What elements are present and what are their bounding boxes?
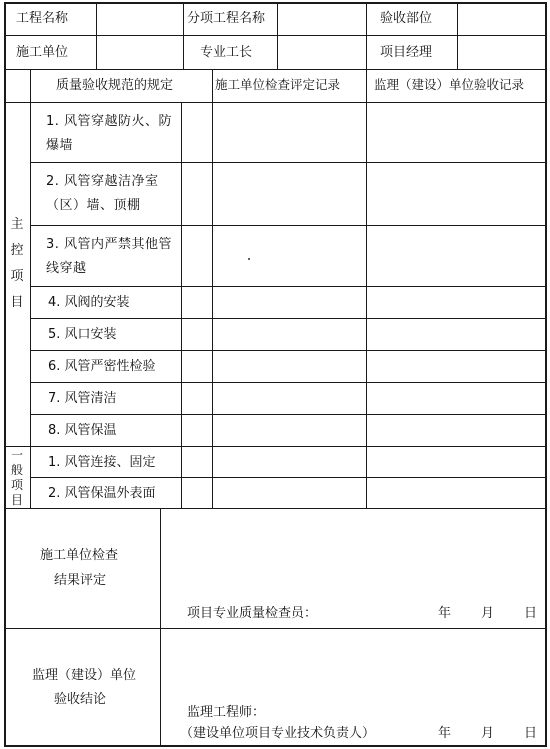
rule xyxy=(160,508,161,747)
main-control-label: 主 控 项 目 xyxy=(10,217,24,310)
rule xyxy=(30,382,547,383)
general-item-1: 1. 风管连接、固定 xyxy=(48,455,156,470)
rule xyxy=(457,2,458,69)
rule xyxy=(366,69,367,508)
project-name-label: 工程名称 xyxy=(16,11,69,26)
contractor-year: 年 xyxy=(438,606,452,621)
construction-unit-label: 施工单位 xyxy=(16,45,69,60)
column-contractor-record: 施工单位检查评定记录 xyxy=(215,77,341,92)
acceptance-part-label: 验收部位 xyxy=(380,11,433,26)
supervisor-month: 月 xyxy=(481,726,495,741)
rule xyxy=(30,318,547,319)
rule xyxy=(30,162,547,163)
rule xyxy=(366,2,367,69)
contractor-conclusion-title-1: 施工单位检查 xyxy=(40,548,119,563)
general-label: 一 般 项 目 xyxy=(10,448,23,507)
supervisor-day: 日 xyxy=(524,726,538,741)
supervisor-conclusion-title-1: 监理（建设）单位 xyxy=(32,668,137,683)
rule xyxy=(30,225,547,226)
rule xyxy=(30,477,547,478)
rule xyxy=(30,286,547,287)
general-item-2: 2. 风管保温外表面 xyxy=(48,486,156,501)
column-supervisor-record: 监理（建设）单位验收记录 xyxy=(374,77,525,92)
column-spec: 质量验收规范的规定 xyxy=(56,78,174,93)
contractor-day: 日 xyxy=(524,606,538,621)
main-item-1: 1. 风管穿越防火、防爆墙 xyxy=(46,114,173,153)
main-item-2: 2. 风管穿越洁净室（区）墙、顶棚 xyxy=(46,174,159,213)
main-item-5: 5. 风口安装 xyxy=(48,327,117,342)
sub-project-label: 分项工程名称 xyxy=(187,11,266,26)
supervisor-year: 年 xyxy=(438,726,452,741)
border-right xyxy=(545,2,547,747)
border-top xyxy=(4,2,547,4)
rule xyxy=(4,35,547,36)
main-item-6: 6. 风管严密性检验 xyxy=(48,359,156,374)
border-left xyxy=(4,2,6,747)
rule xyxy=(4,628,547,629)
rule xyxy=(4,102,547,103)
main-item-3: 3. 风管内严禁其他管线穿越 xyxy=(46,237,173,276)
rule xyxy=(4,508,547,509)
rule xyxy=(30,69,31,508)
rule xyxy=(181,102,182,508)
border-bottom xyxy=(4,745,547,747)
contractor-conclusion-title-2: 结果评定 xyxy=(54,573,107,588)
supervising-engineer-sub: （建设单位项目专业技术负责人） xyxy=(180,726,376,741)
project-manager-label: 项目经理 xyxy=(380,45,433,60)
rule xyxy=(30,350,547,351)
main-item-4: 4. 风阀的安装 xyxy=(48,295,130,310)
rule xyxy=(96,2,97,69)
rule xyxy=(4,446,547,447)
supervisor-conclusion-title-2: 验收结论 xyxy=(54,692,107,707)
main-item-7: 7. 风管清洁 xyxy=(48,391,117,406)
contractor-month: 月 xyxy=(481,606,495,621)
quality-inspector-label: 项目专业质量检查员： xyxy=(187,606,318,621)
supervising-engineer-label: 监理工程师： xyxy=(187,705,266,720)
rule xyxy=(4,69,547,70)
rule xyxy=(212,69,213,508)
main-item-8: 8. 风管保温 xyxy=(48,423,117,438)
foreman-label: 专业工长 xyxy=(200,45,253,60)
stray-dot xyxy=(248,258,250,260)
rule xyxy=(277,2,278,69)
rule xyxy=(30,414,547,415)
rule xyxy=(183,2,184,69)
